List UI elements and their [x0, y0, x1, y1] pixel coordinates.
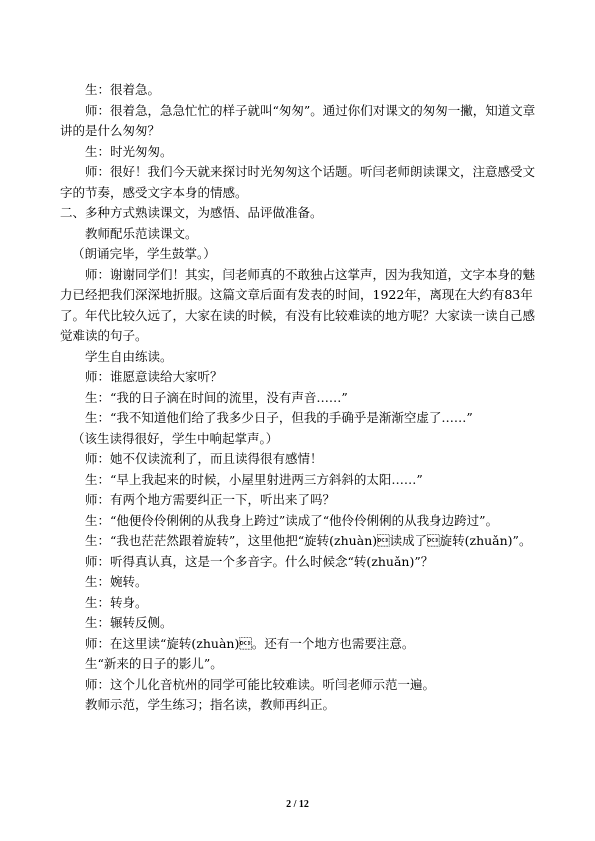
paragraph: 师：在这里读“旋转(zhuàn)。还有一个地方也需要注意。 — [85, 635, 415, 651]
paragraph: 生：婉转。 — [85, 574, 148, 589]
paragraph: 生：“早上我起来的时候，小屋里射进两三方斜斜的太阳……” — [85, 471, 423, 487]
paragraph: （该生读得很好，学生中响起掌声。） — [72, 430, 279, 446]
paragraph: 生“新来的日子的影儿”。 — [85, 656, 223, 671]
paragraph: 师：这个儿化音杭州的同学可能比较难读。听闫老师示范一遍。 — [85, 676, 436, 692]
paragraph: 师：有两个地方需要纠正一下，听出来了吗？ — [85, 492, 336, 507]
paragraph: 生：“我的日子滴在时间的流里，没有声音……” — [85, 389, 348, 405]
paragraph: 二、多种方式熟读课文，为感悟、品评做准备。 — [60, 205, 323, 220]
paragraph: 生：很着急。 — [85, 82, 161, 97]
paragraph: （朗诵完毕，学生鼓掌。） — [72, 246, 216, 261]
paragraph: 生：辗转反侧。 — [85, 615, 173, 630]
paragraph: 学生自由练读。 — [85, 348, 173, 364]
document-body — [60, 80, 540, 716]
paragraph: 教师示范，学生练习；指名读，教师再纠正。 — [85, 697, 336, 712]
paragraph: 师：听得真认真，这是一个多音字。什么时候念“转(zhuǎn)”？ — [85, 553, 434, 569]
paragraph: 生：时光匆匆。 — [85, 143, 173, 159]
page-number: 2 / 12 — [286, 799, 309, 810]
paragraph: 师：谁愿意读给大家听？ — [85, 369, 223, 384]
paragraph: 师：她不仅读流利了，而且读得很有感情！ — [85, 451, 323, 466]
paragraph: 生：“我不知道他们给了我多少日子，但我的手确乎是渐渐空虚了……” — [85, 410, 473, 425]
paragraph: 生：转身。 — [85, 594, 148, 610]
paragraph: 师：很好！我们今天就来探讨时光匆匆这个话题。听闫老师朗读课文，注意感受文字的节奏，感受文字本身的情感。 — [60, 164, 536, 200]
paragraph: 师：很着急，急急忙忙的样子就叫“匆匆”。通过你们对课文的匆匆一撇，知道文章讲的是什么匆匆？ — [60, 102, 536, 138]
paragraph: 生：“我也茫茫然跟着旋转”，这里他把“旋转(zhuàn)读成了旋转(zhuǎn)”。 — [85, 533, 532, 548]
paragraph: 生：“他便伶伶俐俐的从我身上跨过”读成了“他伶伶俐俐的从我身边跨过”。 — [85, 512, 499, 528]
paragraph: 教师配乐范读课文。 — [85, 225, 198, 241]
paragraph: 师：谢谢同学们！其实，闫老师真的不敢独占这掌声，因为我知道，文字本身的魅力已经把我们深深地折服。这篇文章后面有发表的时间，1922年，离现在大约有83年了。年代比较久远了，大家在读的时候，有没有比较难读的地方呢？大家读一读自己感觉难读的句子。 — [60, 266, 536, 343]
